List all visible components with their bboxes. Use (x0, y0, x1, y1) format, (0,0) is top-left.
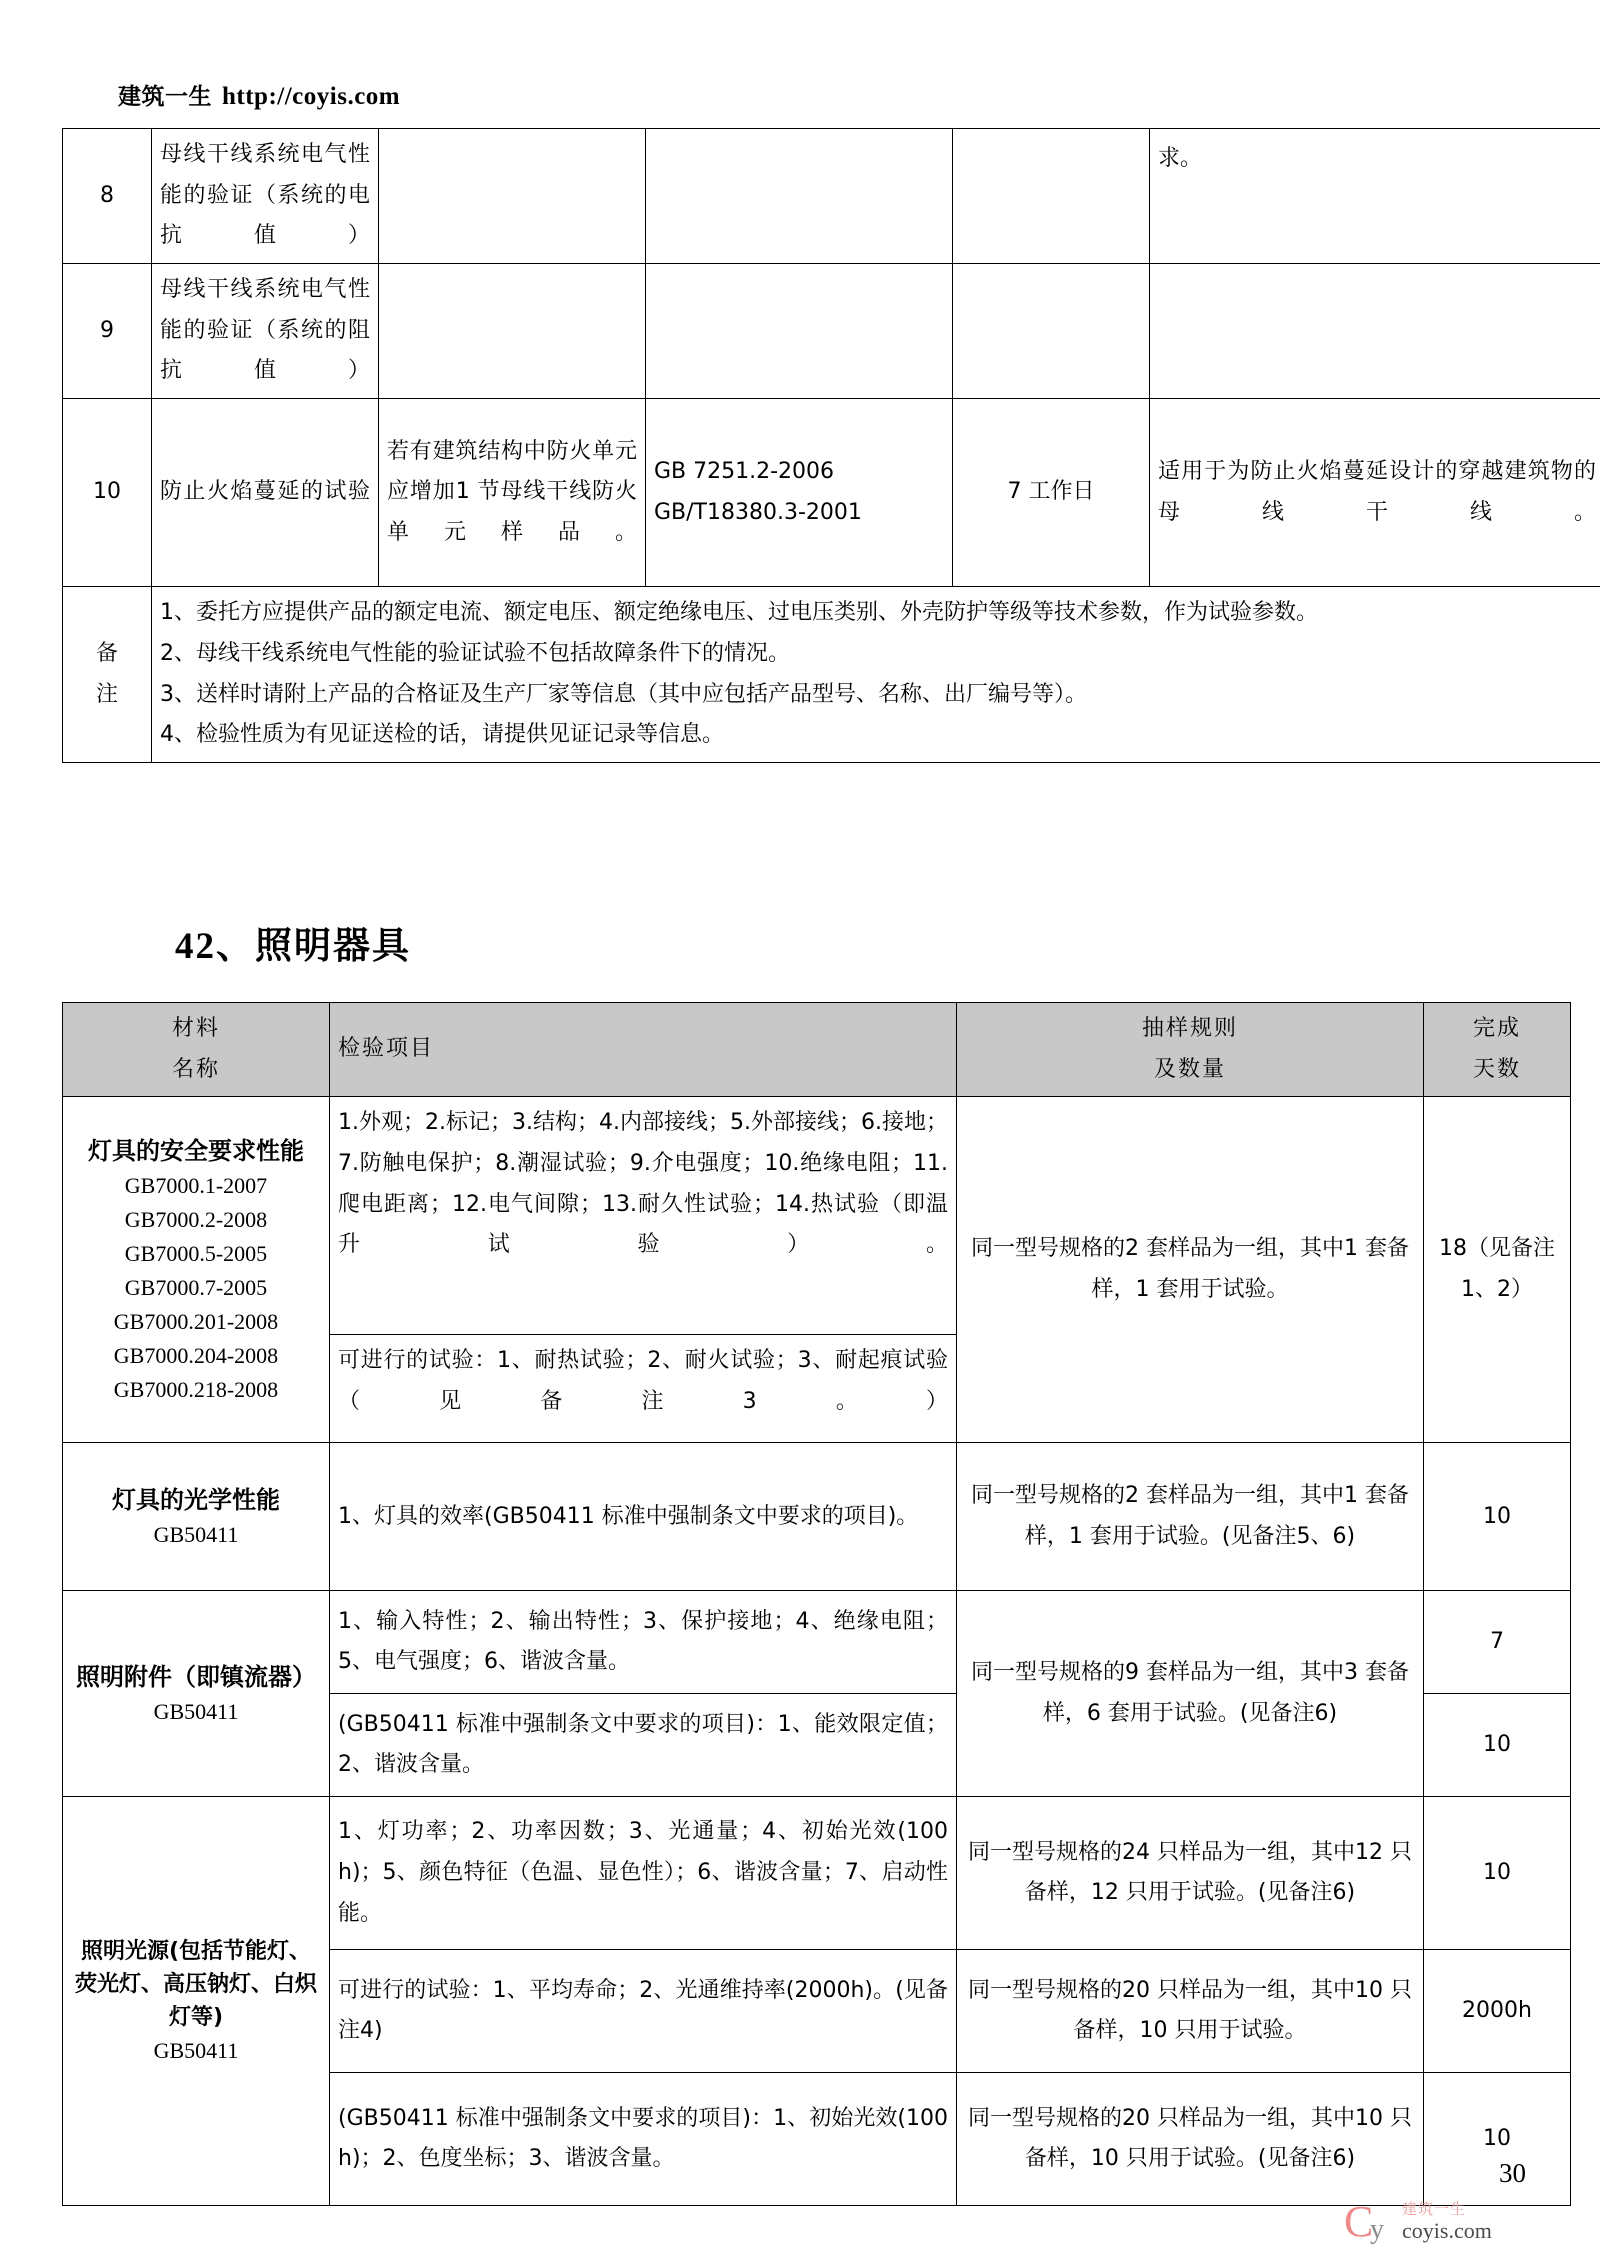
material-title: 照明附件（即镇流器） (76, 1662, 316, 1691)
watermark-y-icon: y (1370, 2214, 1384, 2245)
note-3: 3、送样时请附上产品的合格证及生产厂家等信息（其中应包括产品型号、名称、出厂编号等）。 (160, 681, 1088, 707)
inspection-item: 母线干线系统电气性能的验证（系统的电抗值） (152, 129, 379, 264)
material-title: 照明光源(包括节能灯、荧光灯、高压钠灯、白炽灯等) (74, 1938, 317, 2030)
table-row (63, 1097, 1571, 1335)
sampling-rule: 同一型号规格的2 套样品为一组，其中1 套备样，1 套用于试验。 (957, 1097, 1424, 1443)
table2 (62, 1002, 1571, 2206)
table-row (63, 1797, 1571, 1950)
header-sampling-line1: 抽样规则 (1141, 1016, 1238, 1041)
material-name-cell (63, 1443, 330, 1591)
table1 (62, 128, 1600, 763)
material-name-cell (63, 1797, 330, 2206)
sampling-rule: 同一型号规格的20 只样品为一组，其中10 只备样，10 只用于试验。 (957, 1950, 1424, 2073)
site-header-url: http://coyis.com (222, 83, 401, 110)
inspection-items: 1.外观；2.标记；3.结构；4.内部接线；5.外部接线；6.接地；7.防触电保护；8.潮湿试验；9.介电强度；10.绝缘电阻；11.爬电距离；12.电气间隙；13.耐久性试验；14.热试验（即温升试验）。 (330, 1097, 957, 1335)
completion-days: 10 (1424, 2073, 1571, 2206)
material-standard: GB7000.5-2005 (124, 1240, 268, 1266)
completion-days (953, 264, 1150, 399)
material-name-cell (63, 1591, 330, 1797)
inspection-items: 可进行的试验：1、平均寿命；2、光通维持率(2000h)。(见备注4) (330, 1950, 957, 2073)
completion-days: 10 (1424, 1443, 1571, 1591)
sampling-rule: 同一型号规格的2 套样品为一组，其中1 套备样，1 套用于试验。(见备注5、6) (957, 1443, 1424, 1591)
note-2: 2、母线干线系统电气性能的验证试验不包括故障条件下的情况。 (160, 640, 790, 666)
watermark-logo (1344, 2198, 1564, 2248)
material-title: 灯具的光学性能 (112, 1485, 280, 1514)
site-header (118, 78, 400, 111)
header-inspection-line1: 检验项目 (338, 1036, 435, 1062)
material-standard: GB7000.7-2005 (124, 1274, 268, 1300)
table-row (63, 264, 1600, 399)
notes-row (63, 587, 1600, 763)
table-row (63, 1443, 1571, 1591)
sampling-rule: 同一型号规格的9 套样品为一组，其中3 套备样，6 套用于试验。(见备注6) (957, 1591, 1424, 1797)
material-standard: GB7000.2-2008 (124, 1206, 268, 1232)
note-1: 1、委托方应提供产品的额定电流、额定电压、额定绝缘电压、过电压类别、外壳防护等级等技术参数，作为试验参数。 (160, 600, 1319, 626)
header-sampling-line2: 及数量 (1153, 1056, 1226, 1082)
header-days-line2: 天数 (1472, 1056, 1521, 1082)
header-material-line2: 名称 (171, 1056, 220, 1082)
remark-cell: 求。 (1150, 129, 1600, 264)
section-heading (175, 915, 411, 969)
header-material-line1: 材料 (171, 1016, 220, 1041)
header-completion-days (1424, 1003, 1571, 1097)
notes-label (63, 587, 152, 763)
inspection-items: (GB50411 标准中强制条文中要求的项目)：1、初始光效(100h)；2、色度坐标；3、谐波含量。 (330, 2073, 957, 2206)
page-number: 30 (1499, 2158, 1526, 2188)
completion-days: 18（见备注1、2） (1424, 1097, 1571, 1443)
standard-code (646, 399, 953, 587)
sampling-note (379, 264, 646, 399)
header-inspection-items (330, 1003, 957, 1097)
material-standard: GB7000.204-2008 (113, 1343, 279, 1369)
inspection-items: (GB50411 标准中强制条文中要求的项目)：1、能效限定值；2、谐波含量。 (330, 1694, 957, 1797)
completion-days: 7 (1424, 1591, 1571, 1694)
material-standard: GB7000.201-2008 (113, 1308, 279, 1334)
inspection-items: 可进行的试验：1、耐热试验；2、耐火试验；3、耐起痕试验（见备注3。） (330, 1335, 957, 1443)
completion-days: 10 (1424, 1797, 1571, 1950)
watermark-site-name: 建筑一生 (1402, 2200, 1467, 2218)
watermark-site-url: coyis.com (1402, 2218, 1492, 2243)
inspection-item: 母线干线系统电气性能的验证（系统的阻抗值） (152, 264, 379, 399)
material-title: 灯具的安全要求性能 (88, 1136, 304, 1165)
header-sampling-rule (957, 1003, 1424, 1097)
remark-cell: 适用于为防止火焰蔓延设计的穿越建筑物的母线干线。 (1150, 399, 1600, 587)
standard-code (646, 129, 953, 264)
notes-label-char-2: 注 (95, 681, 118, 707)
inspection-item: 防止火焰蔓延的试验 (152, 399, 379, 587)
row-number: 9 (63, 264, 152, 399)
table-row (63, 129, 1600, 264)
row-number: 10 (63, 399, 152, 587)
sampling-note (379, 129, 646, 264)
standard-line-2: GB/T18380.3-2001 (654, 499, 862, 525)
completion-days: 2000h (1424, 1950, 1571, 2073)
material-standard: GB7000.218-2008 (113, 1377, 279, 1403)
table-row (63, 399, 1600, 587)
section-title-text: 照明器具 (255, 924, 411, 967)
table-header-row (63, 1003, 1571, 1097)
inspection-items: 1、输入特性；2、输出特性；3、保护接地；4、绝缘电阻；5、电气强度；6、谐波含量。 (330, 1591, 957, 1694)
row-number: 8 (63, 129, 152, 264)
watermark-c-icon: C (1344, 2197, 1374, 2246)
notes-body (152, 587, 1600, 763)
completion-days (953, 129, 1150, 264)
material-standard: GB50411 (153, 1698, 239, 1724)
notes-label-char-1: 备 (95, 640, 118, 666)
standard-line-1: GB 7251.2-2006 (654, 458, 835, 484)
material-name-cell (63, 1097, 330, 1443)
note-4: 4、检验性质为有见证送检的话，请提供见证记录等信息。 (160, 722, 724, 748)
sampling-rule: 同一型号规格的20 只样品为一组，其中10 只备样，10 只用于试验。(见备注6) (957, 2073, 1424, 2206)
material-standard: GB7000.1-2007 (124, 1172, 268, 1198)
inspection-items: 1、灯具的效率(GB50411 标准中强制条文中要求的项目)。 (330, 1443, 957, 1591)
completion-days: 7 工作日 (953, 399, 1150, 587)
completion-days: 10 (1424, 1694, 1571, 1797)
standard-code (646, 264, 953, 399)
inspection-items: 1、灯功率；2、功率因数；3、光通量；4、初始光效(100h)；5、颜色特征（色温、显色性）；6、谐波含量；7、启动性能。 (330, 1797, 957, 1950)
section-number: 42、 (175, 926, 255, 967)
header-material-name (63, 1003, 330, 1097)
sampling-note: 若有建筑结构中防火单元应增加1 节母线干线防火单元样品。 (379, 399, 646, 587)
site-header-name: 建筑一生 (118, 84, 212, 110)
busbar-test-table-continuation (62, 128, 1600, 763)
header-days-line1: 完成 (1472, 1016, 1521, 1041)
lighting-equipment-table (62, 1002, 1571, 2206)
material-standard: GB50411 (153, 1521, 239, 1547)
table-row (63, 1591, 1571, 1694)
sampling-rule: 同一型号规格的24 只样品为一组，其中12 只备样，12 只用于试验。(见备注6) (957, 1797, 1424, 1950)
remark-cell (1150, 264, 1600, 399)
material-standard: GB50411 (153, 2037, 239, 2063)
